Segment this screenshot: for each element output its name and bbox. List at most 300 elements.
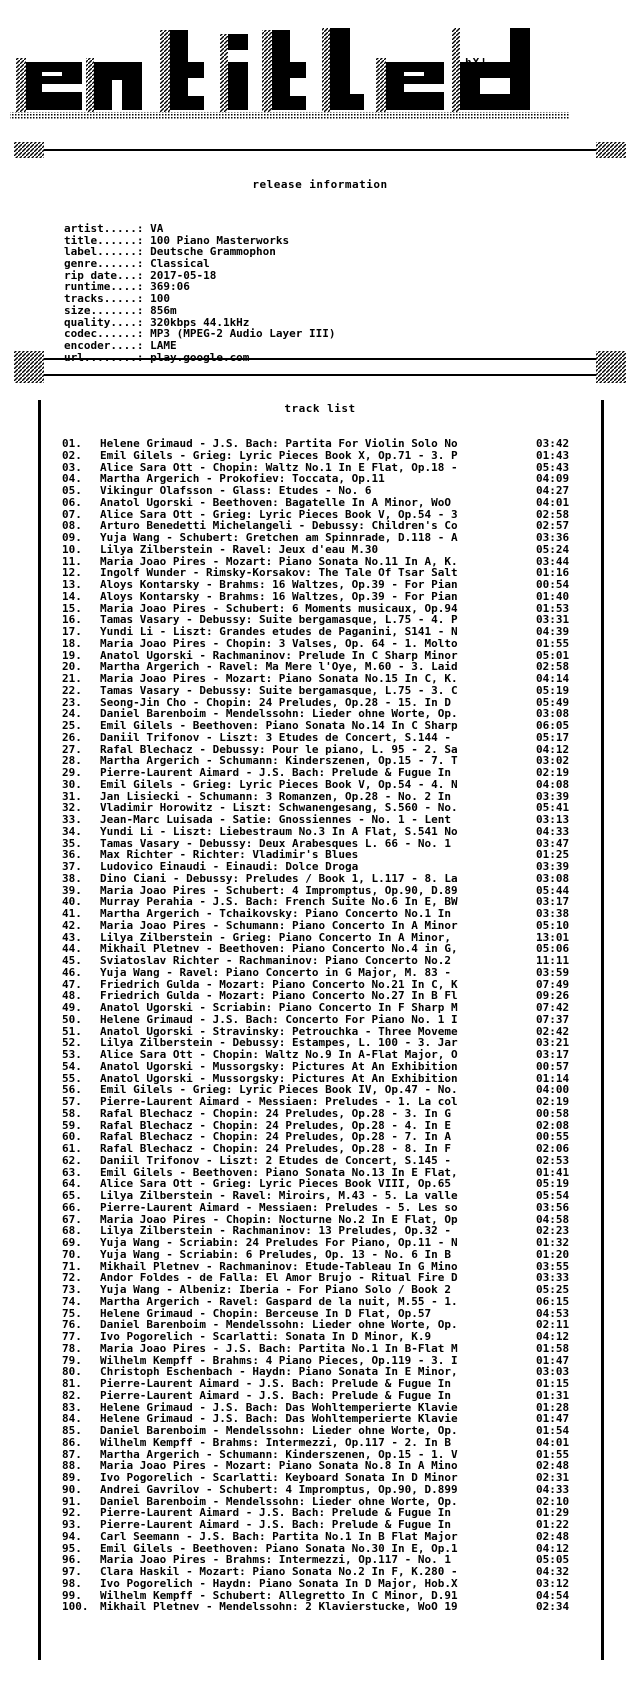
track-number: 26. — [62, 730, 82, 744]
track-title: Lilya Zilberstein - Rachmaninov: 13 Preludes, Op.32 - — [100, 1225, 451, 1237]
track-title: Rafal Blechacz - Debussy: Pour le piano, L. 95 - 2. Sa — [100, 743, 458, 756]
track-number: 93. — [62, 1518, 82, 1531]
track-row — [62, 990, 607, 1002]
track-duration: 03:21 — [536, 1036, 570, 1050]
track-title: Anatol Ugorski - Rachmaninov: Prelude In C Sharp Minor — [100, 649, 458, 662]
track-number: 04. — [62, 472, 82, 486]
track-duration: 01:41 — [536, 1165, 570, 1179]
track-number: 42. — [62, 918, 82, 932]
track-duration: 04:33 — [536, 1482, 570, 1496]
track-row — [62, 932, 607, 944]
track-title: Yundi Li - Liszt: Grandes etudes de Paganini, S141 - N — [100, 626, 458, 638]
track-number: 20. — [62, 660, 82, 674]
track-row — [62, 614, 607, 626]
track-list — [62, 438, 607, 1613]
track-duration: 02:23 — [536, 1224, 570, 1238]
track-row — [62, 1425, 607, 1437]
info-row — [64, 352, 336, 364]
track-number: 18. — [62, 636, 82, 650]
track-title: Tamas Vasary - Debussy: Suite bergamasque, L.75 - 3. C — [100, 684, 458, 697]
track-number: 12. — [62, 566, 82, 580]
track-title: Pierre-Laurent Aimard - J.S. Bach: Prelude & Fugue In — [100, 1519, 451, 1531]
track-row — [62, 1214, 607, 1226]
track-number: 22. — [62, 683, 82, 697]
track-title: Andrei Gavrilov - Schubert: 4 Impromptus, Op.90, D.899 — [100, 1483, 458, 1496]
track-row — [62, 1131, 607, 1143]
track-number: 92. — [62, 1506, 82, 1520]
track-title: Lilya Zilberstein - Ravel: Miroirs, M.43 - 5. La valle — [100, 1190, 458, 1202]
track-number: 75. — [62, 1306, 82, 1320]
info-label: artist.....: — [64, 222, 151, 235]
track-row — [62, 1284, 607, 1296]
track-number: 63. — [62, 1165, 82, 1179]
track-title: Yundi Li - Liszt: Liebestraum No.3 In A Flat, S.541 No — [100, 825, 458, 838]
track-duration: 02:48 — [536, 1459, 570, 1473]
track-number: 11. — [62, 554, 82, 568]
info-label: tracks.....: — [64, 292, 151, 306]
info-value: 369:06 — [150, 280, 190, 294]
track-duration: 03:17 — [536, 895, 570, 909]
track-title: Yuja Wang - Scriabin: 24 Preludes For Piano, Op.11 - N — [100, 1237, 458, 1249]
track-title: Martha Argerich - Prokofiev: Toccata, Op.11 — [100, 473, 385, 485]
track-number: 52. — [62, 1036, 82, 1050]
track-number: 34. — [62, 824, 82, 838]
track-duration: 01:53 — [536, 601, 570, 615]
track-row — [62, 650, 607, 662]
track-row — [62, 861, 607, 873]
track-duration: 05:25 — [536, 1283, 570, 1296]
track-row — [62, 920, 607, 932]
track-duration: 01:54 — [536, 1424, 570, 1437]
track-duration: 01:47 — [536, 1412, 570, 1426]
track-duration: 07:37 — [536, 1012, 570, 1026]
track-row — [62, 1261, 607, 1273]
track-title: Pierre-Laurent Aimard - J.S. Bach: Prelude & Fugue In — [100, 1507, 451, 1519]
track-row — [62, 1484, 607, 1496]
track-title: Rafal Blechacz - Chopin: 24 Preludes, Op.28 - 7. In A — [100, 1131, 451, 1143]
track-number: 19. — [62, 648, 82, 662]
group-tag: hX! — [465, 56, 488, 69]
track-number: 65. — [62, 1189, 82, 1202]
track-number: 05. — [62, 484, 82, 497]
track-row — [62, 838, 607, 850]
track-row — [62, 1507, 607, 1519]
track-title: Pierre-Laurent Aimard - J.S. Bach: Prelude & Fugue In — [100, 1389, 451, 1402]
track-title: Martha Argerich - Ravel: Gaspard de la nuit, M.55 - 1. — [100, 1295, 458, 1308]
track-duration: 04:39 — [536, 625, 570, 638]
track-row — [62, 1449, 607, 1461]
track-duration: 04:53 — [536, 1306, 570, 1320]
info-label: runtime....: — [64, 280, 151, 294]
track-row — [62, 520, 607, 532]
track-row — [62, 485, 607, 497]
track-row — [62, 1237, 607, 1249]
track-row — [62, 1437, 607, 1449]
track-row — [62, 943, 607, 955]
track-duration: 04:08 — [536, 777, 570, 791]
track-number: 98. — [62, 1576, 82, 1590]
track-title: Daniel Barenboim - Mendelssohn: Lieder ohne Worte, Op. — [100, 1319, 458, 1331]
track-row — [62, 1296, 607, 1308]
track-title: Maria Joao Pires - Schumann: Piano Concerto In A Minor — [100, 919, 458, 932]
track-duration: 02:08 — [536, 1118, 570, 1132]
track-number: 97. — [62, 1565, 82, 1578]
track-title: Maria Joao Pires - J.S. Bach: Partita No.1 In B-Flat M — [100, 1342, 458, 1355]
track-title: Helene Grimaud - J.S. Bach: Das Wohltemperierte Klavie — [100, 1413, 458, 1425]
info-value: Deutsche Grammophon — [150, 245, 276, 259]
track-title: Martha Argerich - Ravel: Ma Mere l'Oye, M.60 - 3. Laid — [100, 661, 458, 673]
track-number: 88. — [62, 1459, 82, 1473]
track-duration: 01:22 — [536, 1518, 570, 1531]
track-number: 57. — [62, 1095, 82, 1108]
track-duration: 01:14 — [536, 1071, 570, 1085]
track-title: Martha Argerich - Schumann: Kinderszenen, Op.15 - 7. T — [100, 755, 458, 767]
track-number: 28. — [62, 754, 82, 768]
track-row — [62, 697, 607, 709]
track-number: 100. — [62, 1600, 89, 1614]
track-title: Rafal Blechacz - Chopin: 24 Preludes, Op.28 - 4. In E — [100, 1119, 451, 1132]
track-title: Ludovico Einaudi - Einaudi: Dolce Droga — [100, 861, 359, 873]
track-duration: 05:01 — [536, 648, 570, 662]
track-number: 54. — [62, 1059, 82, 1073]
track-number: 79. — [62, 1353, 82, 1367]
track-number: 91. — [62, 1494, 82, 1508]
track-duration: 01:15 — [536, 1377, 570, 1390]
track-row — [62, 1143, 607, 1155]
track-row — [62, 544, 607, 556]
track-title: Andor Foldes - de Falla: El Amor Brujo - Ritual Fire D — [100, 1272, 458, 1284]
track-duration: 01:47 — [536, 1353, 570, 1367]
track-row — [62, 720, 607, 732]
info-value: VA — [150, 222, 164, 235]
track-title: Alice Sara Ott - Chopin: Waltz No.9 In A-Flat Major, O — [100, 1049, 458, 1061]
track-duration: 01:40 — [536, 589, 570, 603]
track-title: Aloys Kontarsky - Brahms: 16 Waltzes, Op.39 - For Pian — [100, 579, 458, 591]
track-number: 38. — [62, 871, 82, 885]
track-number: 09. — [62, 531, 82, 544]
track-duration: 05:49 — [536, 695, 570, 709]
track-number: 14. — [62, 589, 82, 603]
track-title: Mikhail Pletnev - Mendelssohn: 2 Klavierstucke, WoO 19 — [100, 1601, 458, 1613]
track-row — [62, 1519, 607, 1531]
track-title: Ivo Pogorelich - Scarlatti: Keyboard Sonata In D Minor — [100, 1472, 458, 1484]
track-number: 43. — [62, 930, 82, 944]
track-row — [62, 826, 607, 838]
track-duration: 03:33 — [536, 1271, 570, 1285]
track-number: 64. — [62, 1177, 82, 1191]
track-duration: 02:06 — [536, 1142, 570, 1155]
track-title: Pierre-Laurent Aimard - Messiaen: Preludes - 5. Les so — [100, 1201, 458, 1214]
track-row — [62, 802, 607, 814]
track-number: 03. — [62, 460, 82, 474]
track-duration: 04:09 — [536, 472, 570, 486]
track-title: Emil Gilels - Beethoven: Piano Sonata No.14 In C Sharp — [100, 720, 458, 732]
track-row — [62, 1026, 607, 1038]
track-row — [62, 814, 607, 826]
track-number: 33. — [62, 813, 82, 826]
track-row — [62, 1037, 607, 1049]
track-title: Anatol Ugorski - Scriabin: Piano Concerto In F Sharp M — [100, 1002, 458, 1014]
info-label: size.......: — [64, 303, 151, 317]
track-number: 83. — [62, 1400, 82, 1414]
track-duration: 02:19 — [536, 1095, 570, 1108]
track-number: 41. — [62, 907, 82, 920]
track-duration: 02:31 — [536, 1471, 570, 1484]
track-number: 13. — [62, 578, 82, 591]
track-number: 86. — [62, 1435, 82, 1449]
track-row — [62, 967, 607, 979]
track-duration: 02:10 — [536, 1494, 570, 1508]
track-title: Emil Gilels - Grieg: Lyric Pieces Book X, Op.71 - 3. P — [100, 449, 458, 462]
track-duration: 06:15 — [536, 1294, 570, 1308]
info-label: encoder....: — [64, 338, 151, 352]
track-row — [62, 556, 607, 568]
track-duration: 04:33 — [536, 824, 570, 838]
track-row — [62, 603, 607, 615]
track-number: 29. — [62, 766, 82, 779]
track-row — [62, 1578, 607, 1590]
track-number: 24. — [62, 707, 82, 721]
track-row — [62, 567, 607, 579]
track-duration: 05:05 — [536, 1553, 570, 1567]
track-number: 69. — [62, 1236, 82, 1249]
track-title: Maria Joao Pires - Schubert: 4 Impromptus, Op.90, D.89 — [100, 884, 458, 897]
track-row — [62, 755, 607, 767]
track-duration: 01:20 — [536, 1247, 570, 1261]
info-label: url........: — [64, 350, 151, 364]
track-duration: 03:08 — [536, 707, 570, 721]
info-value: 100 — [150, 292, 170, 306]
track-duration: 02:58 — [536, 507, 570, 521]
track-title: Daniel Barenboim - Mendelssohn: Lieder ohne Worte, Op. — [100, 1495, 458, 1508]
track-row — [62, 1531, 607, 1543]
track-title: Helene Grimaud - Chopin: Berceuse In D Flat, Op.57 — [100, 1307, 432, 1320]
track-duration: 03:42 — [536, 437, 570, 450]
track-duration: 01:58 — [536, 1341, 570, 1355]
track-number: 21. — [62, 672, 82, 685]
track-row — [62, 744, 607, 756]
track-row — [62, 1543, 607, 1555]
track-row — [62, 1343, 607, 1355]
tracklist-left-border — [38, 400, 44, 1660]
track-number: 67. — [62, 1212, 82, 1226]
track-duration: 03:39 — [536, 860, 570, 873]
track-number: 59. — [62, 1118, 82, 1132]
track-number: 47. — [62, 977, 82, 991]
track-duration: 03:12 — [536, 1576, 570, 1590]
track-row — [62, 1378, 607, 1390]
track-number: 60. — [62, 1130, 82, 1144]
track-row — [62, 462, 607, 474]
track-number: 58. — [62, 1106, 82, 1120]
track-number: 06. — [62, 495, 82, 509]
track-title: Aloys Kontarsky - Brahms: 16 Waltzes, Op.39 - For Pian — [100, 590, 458, 603]
track-row — [62, 450, 607, 462]
track-row — [62, 979, 607, 991]
track-row — [62, 849, 607, 861]
track-duration: 03:36 — [536, 531, 570, 544]
track-row — [62, 1554, 607, 1566]
track-duration: 02:34 — [536, 1600, 570, 1614]
track-title: Tamas Vasary - Debussy: Suite bergamasque, L.75 - 4. P — [100, 614, 458, 626]
track-title: Rafal Blechacz - Chopin: 24 Preludes, Op.28 - 3. In G — [100, 1107, 451, 1120]
track-duration: 00:58 — [536, 1106, 570, 1120]
track-row — [62, 779, 607, 791]
track-title: Maria Joao Pires - Mozart: Piano Sonata No.15 In C, K. — [100, 673, 458, 685]
track-number: 44. — [62, 942, 82, 956]
track-title: Anatol Ugorski - Mussorgsky: Pictures At An Exhibition — [100, 1060, 458, 1073]
track-duration: 03:02 — [536, 754, 570, 768]
track-row — [62, 1472, 607, 1484]
track-number: 23. — [62, 695, 82, 709]
track-number: 01. — [62, 437, 82, 450]
track-row — [62, 908, 607, 920]
track-title: Emil Gilels - Beethoven: Piano Sonata No.30 In E, Op.1 — [100, 1542, 458, 1555]
track-row — [62, 873, 607, 885]
track-number: 07. — [62, 507, 82, 521]
track-duration: 05:54 — [536, 1189, 570, 1202]
logo-graphic — [0, 0, 640, 150]
track-duration: 05:41 — [536, 801, 570, 815]
track-row — [62, 673, 607, 685]
track-duration: 03:39 — [536, 789, 570, 803]
track-row — [62, 1096, 607, 1108]
track-number: 39. — [62, 883, 82, 897]
track-number: 96. — [62, 1553, 82, 1567]
track-number: 73. — [62, 1283, 82, 1296]
tracklist-title: track list — [284, 402, 356, 415]
track-title: Yuja Wang - Albeniz: Iberia - For Piano Solo / Book 2 — [100, 1284, 451, 1296]
track-title: Anatol Ugorski - Stravinsky: Petrouchka - Three Moveme — [100, 1025, 458, 1038]
track-title: Daniel Barenboim - Mendelssohn: Lieder ohne Worte, Op. — [100, 1425, 458, 1437]
track-row — [62, 1084, 607, 1096]
track-row — [62, 732, 607, 744]
track-duration: 03:56 — [536, 1200, 570, 1214]
track-row — [62, 955, 607, 967]
track-duration: 04:54 — [536, 1588, 570, 1602]
track-title: Alice Sara Ott - Chopin: Waltz No.1 In E Flat, Op.18 - — [100, 461, 458, 474]
track-row — [62, 1225, 607, 1237]
track-row — [62, 1460, 607, 1472]
track-row — [62, 791, 607, 803]
track-duration: 01:55 — [536, 636, 570, 650]
info-value: 856m — [150, 303, 177, 317]
track-title: Yuja Wang - Ravel: Piano Concerto in G Major, M. 83 - — [100, 966, 451, 979]
track-duration: 03:31 — [536, 613, 570, 627]
track-row — [62, 1249, 607, 1261]
track-title: Alice Sara Ott - Grieg: Lyric Pieces Book VIII, Op.65 — [100, 1178, 451, 1190]
track-number: 62. — [62, 1153, 82, 1167]
track-number: 45. — [62, 954, 82, 967]
release-box-top-border — [14, 140, 626, 160]
track-duration: 13:01 — [536, 930, 570, 944]
info-value: 2017-05-18 — [150, 268, 217, 282]
track-row — [62, 767, 607, 779]
track-title: Anatol Ugorski - Mussorgsky: Pictures At An Exhibition — [100, 1072, 458, 1085]
track-duration: 03:59 — [536, 965, 570, 979]
track-title: Pierre-Laurent Aimard - Messiaen: Preludes - 1. La col — [100, 1096, 458, 1108]
track-title: Helene Grimaud - J.S. Bach: Partita For Violin Solo No — [100, 438, 458, 450]
track-duration: 03:08 — [536, 871, 570, 885]
track-title: Emil Gilels - Grieg: Lyric Pieces Book V, Op.54 - 4. N — [100, 778, 458, 791]
track-row — [62, 497, 607, 509]
track-number: 84. — [62, 1412, 82, 1426]
track-duration: 07:42 — [536, 1001, 570, 1014]
track-row — [62, 1413, 607, 1425]
track-title: Jan Lisiecki - Schumann: 3 Romanzen, Op.28 - No. 2 In — [100, 790, 451, 803]
track-number: 90. — [62, 1482, 82, 1496]
track-duration: 07:49 — [536, 977, 570, 991]
track-number: 53. — [62, 1048, 82, 1061]
track-duration: 01:31 — [536, 1388, 570, 1402]
track-title: Christoph Eschenbach - Haydn: Piano Sonata In E Minor, — [100, 1366, 458, 1378]
info-value: 320kbps 44.1kHz — [150, 315, 250, 329]
track-title: Pierre-Laurent Aimard - J.S. Bach: Prelude & Fugue In — [100, 767, 451, 779]
track-title: Wilhelm Kempff - Brahms: 4 Piano Pieces, Op.119 - 3. I — [100, 1354, 458, 1367]
track-title: Rafal Blechacz - Chopin: 24 Preludes, Op.28 - 8. In F — [100, 1143, 451, 1155]
track-duration: 04:01 — [536, 1435, 570, 1449]
track-duration: 09:26 — [536, 989, 570, 1003]
track-duration: 04:01 — [536, 495, 570, 509]
track-title: Ivo Pogorelich - Scarlatti: Sonata In D Minor, K.9 — [100, 1331, 432, 1343]
track-number: 30. — [62, 777, 82, 791]
track-row — [62, 626, 607, 638]
track-duration: 05:43 — [536, 460, 570, 474]
track-row — [62, 1049, 607, 1061]
track-row — [62, 1120, 607, 1132]
track-duration: 02:11 — [536, 1318, 570, 1332]
track-duration: 01:25 — [536, 848, 570, 862]
track-duration: 04:14 — [536, 672, 570, 685]
track-row — [62, 532, 607, 544]
track-duration: 03:03 — [536, 1365, 570, 1379]
track-duration: 05:19 — [536, 1177, 570, 1191]
track-row — [62, 1366, 607, 1378]
track-number: 81. — [62, 1377, 82, 1390]
track-number: 78. — [62, 1341, 82, 1355]
track-title: Wilhelm Kempff - Schubert: Allegretto In C Minor, D.91 — [100, 1589, 458, 1602]
track-number: 95. — [62, 1541, 82, 1555]
track-title: Vladimir Horowitz - Liszt: Schwanengesang, S.560 - No. — [100, 802, 458, 814]
track-number: 70. — [62, 1247, 82, 1261]
track-number: 87. — [62, 1447, 82, 1461]
track-row — [62, 1155, 607, 1167]
track-title: Emil Gilels - Beethoven: Piano Sonata No.13 In E Flat, — [100, 1166, 458, 1179]
track-row — [62, 1331, 607, 1343]
track-duration: 05:19 — [536, 683, 570, 697]
track-title: Pierre-Laurent Aimard - J.S. Bach: Prelude & Fugue In — [100, 1378, 451, 1390]
release-info-title: release information — [252, 178, 388, 191]
info-label: label......: — [64, 245, 151, 259]
track-title: Helene Grimaud - J.S. Bach: Das Wohltemperierte Klavie — [100, 1401, 458, 1414]
track-duration: 01:43 — [536, 448, 570, 462]
track-row — [62, 509, 607, 521]
track-number: 25. — [62, 719, 82, 732]
track-number: 40. — [62, 895, 82, 909]
track-row — [62, 885, 607, 897]
track-title: Max Richter - Richter: Vladimir's Blues — [100, 849, 359, 861]
track-number: 02. — [62, 448, 82, 462]
track-duration: 01:32 — [536, 1236, 570, 1249]
track-row — [62, 1061, 607, 1073]
track-title: Martha Argerich - Tchaikovsky: Piano Concerto No.1 In — [100, 908, 451, 920]
info-label: rip date...: — [64, 268, 151, 282]
track-duration: 01:55 — [536, 1447, 570, 1461]
info-label: genre......: — [64, 257, 151, 271]
track-title: Yuja Wang - Schubert: Gretchen am Spinnrade, D.118 - A — [100, 532, 458, 544]
track-row — [62, 1272, 607, 1284]
track-title: Helene Grimaud - J.S. Bach: Concerto For Piano No. 1 I — [100, 1013, 458, 1026]
